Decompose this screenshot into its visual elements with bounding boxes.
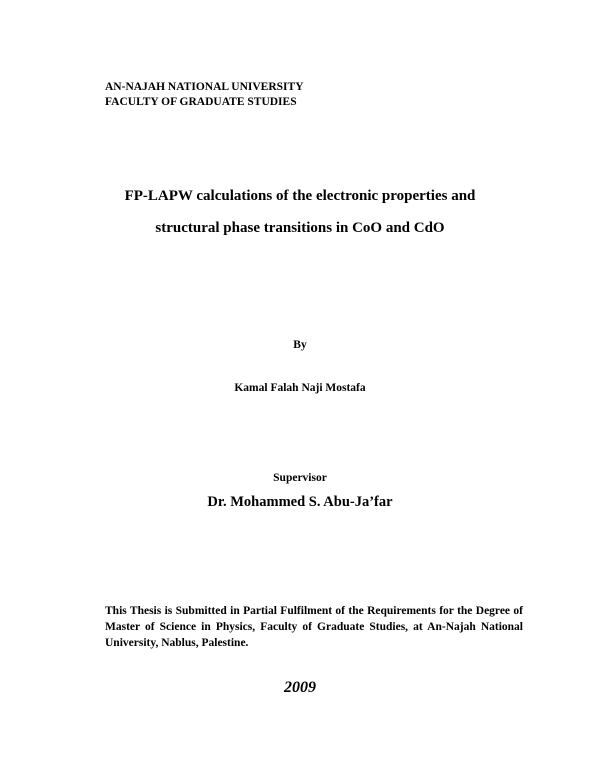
submission-statement: This Thesis is Submitted in Partial Fulfilment of the Requirements for the Degree of Master of Science in Physics, Faculty of Graduate Studies, at An-Najah National University, Nablus, Palestine. bbox=[105, 605, 523, 649]
author-name: Kamal Falah Naji Mostafa bbox=[234, 382, 366, 394]
thesis-title-line-2: structural phase transitions in CoO and CdO bbox=[155, 220, 445, 236]
by-label: By bbox=[293, 339, 307, 351]
submission-year: 2009 bbox=[284, 679, 316, 696]
university-name: AN-NAJAH NATIONAL UNIVERSITY bbox=[105, 81, 304, 93]
thesis-title-line-1: FP-LAPW calculations of the electronic properties and bbox=[124, 188, 476, 204]
supervisor-label: Supervisor bbox=[273, 472, 327, 484]
supervisor-name: Dr. Mohammed S. Abu-Ja’far bbox=[207, 494, 393, 510]
thesis-title bbox=[60, 180, 540, 244]
faculty-name: FACULTY OF GRADUATE STUDIES bbox=[105, 96, 297, 108]
